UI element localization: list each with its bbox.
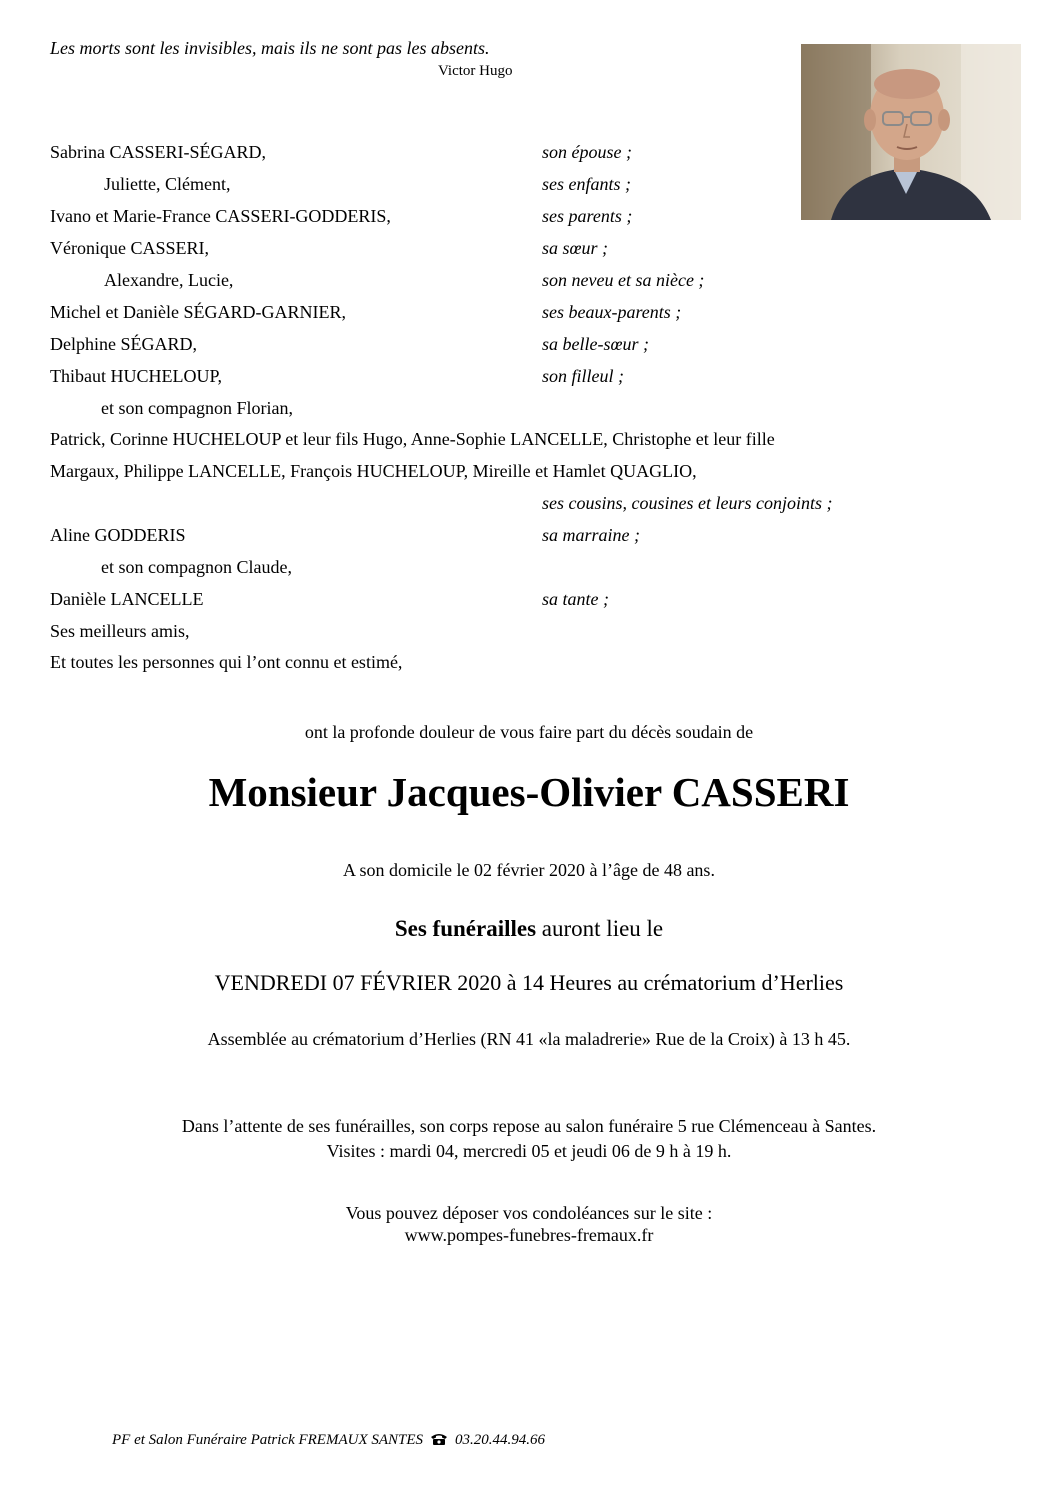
assembly-info: Assemblée au crématorium d’Herlies (RN 41 «la maladrerie» Rue de la Croix) à 13 h 45. <box>207 1029 851 1049</box>
funeral-heading <box>0 916 1058 942</box>
family-member-name: Ivano et Marie-France CASSERI-GODDERIS, <box>50 206 391 226</box>
family-member-name: Michel et Danièle SÉGARD-GARNIER, <box>50 302 346 322</box>
family-member-name: et son compagnon Florian, <box>101 398 293 418</box>
condolences-text: Vous pouvez déposer vos condoléances sur le site : <box>345 1203 713 1223</box>
family-member-relation: ses beaux-parents ; <box>542 302 682 322</box>
family-member-relation: son épouse ; <box>542 142 632 162</box>
announcement-intro: ont la profonde douleur de vous faire part du décès soudain de <box>304 722 754 742</box>
epigraph-quote: Les morts sont les invisibles, mais ils ne sont pas les absents. <box>50 38 490 58</box>
family-member-relation: ses parents ; <box>542 206 633 226</box>
family-member-name: Margaux, Philippe LANCELLE, François HUCHELOUP, Mireille et Hamlet QUAGLIO, <box>50 461 697 481</box>
funeral-heading-rest: auront lieu le <box>536 916 664 941</box>
family-member-name: Thibaut HUCHELOUP, <box>50 366 222 386</box>
family-member-name: Et toutes les personnes qui l’ont connu et estimé, <box>50 652 403 672</box>
family-member-relation: sa belle-sœur ; <box>542 334 649 354</box>
family-member-relation: son filleul ; <box>542 366 624 386</box>
epigraph-author: Victor Hugo <box>438 63 513 79</box>
footer-phone: 03.20.44.94.66 <box>455 1432 546 1448</box>
family-member-relation: ses enfants ; <box>542 174 631 194</box>
visiting-hours: Visites : mardi 04, mercredi 05 et jeudi 06 de 9 h à 19 h. <box>326 1141 732 1161</box>
portrait-photo <box>801 44 1021 220</box>
family-member-name: Juliette, Clément, <box>104 174 231 194</box>
family-member-name: Delphine SÉGARD, <box>50 334 197 354</box>
family-member-name: Danièle LANCELLE <box>50 589 204 609</box>
family-member-relation: son neveu et sa nièce ; <box>542 270 705 290</box>
phone-icon <box>429 1432 449 1446</box>
family-member-name: Aline GODDERIS <box>50 525 186 545</box>
family-member-name: et son compagnon Claude, <box>101 557 292 577</box>
funeral-date: VENDREDI 07 FÉVRIER 2020 à 14 Heures au crématorium d’Herlies <box>214 970 844 995</box>
family-member-relation: ses cousins, cousines et leurs conjoints ; <box>542 493 833 513</box>
funeral-heading-bold: Ses funérailles <box>394 916 537 941</box>
family-member-name: Alexandre, Lucie, <box>104 270 234 290</box>
family-member-relation: sa sœur ; <box>542 238 609 258</box>
deceased-name: Monsieur Jacques-Olivier CASSERI <box>208 769 850 815</box>
funeral-home-info: Dans l’attente de ses funérailles, son corps repose au salon funéraire 5 rue Clémenceau à Santes. <box>181 1116 877 1136</box>
family-member-relation: sa tante ; <box>542 589 609 609</box>
family-member-name: Véronique CASSERI, <box>50 238 209 258</box>
family-member-name: Sabrina CASSERI-SÉGARD, <box>50 142 267 162</box>
death-info: A son domicile le 02 février 2020 à l’âge de 48 ans. <box>343 860 715 880</box>
family-member-name: Patrick, Corinne HUCHELOUP et leur fils Hugo, Anne-Sophie LANCELLE, Christophe et leur fille <box>50 429 775 449</box>
family-member-name: Ses meilleurs amis, <box>50 621 190 641</box>
footer-company: PF et Salon Funéraire Patrick FREMAUX SANTES <box>112 1432 424 1448</box>
footer <box>112 1432 545 1449</box>
family-member-relation: sa marraine ; <box>542 525 640 545</box>
condolences-website[interactable]: www.pompes-funebres-fremaux.fr <box>404 1225 654 1245</box>
